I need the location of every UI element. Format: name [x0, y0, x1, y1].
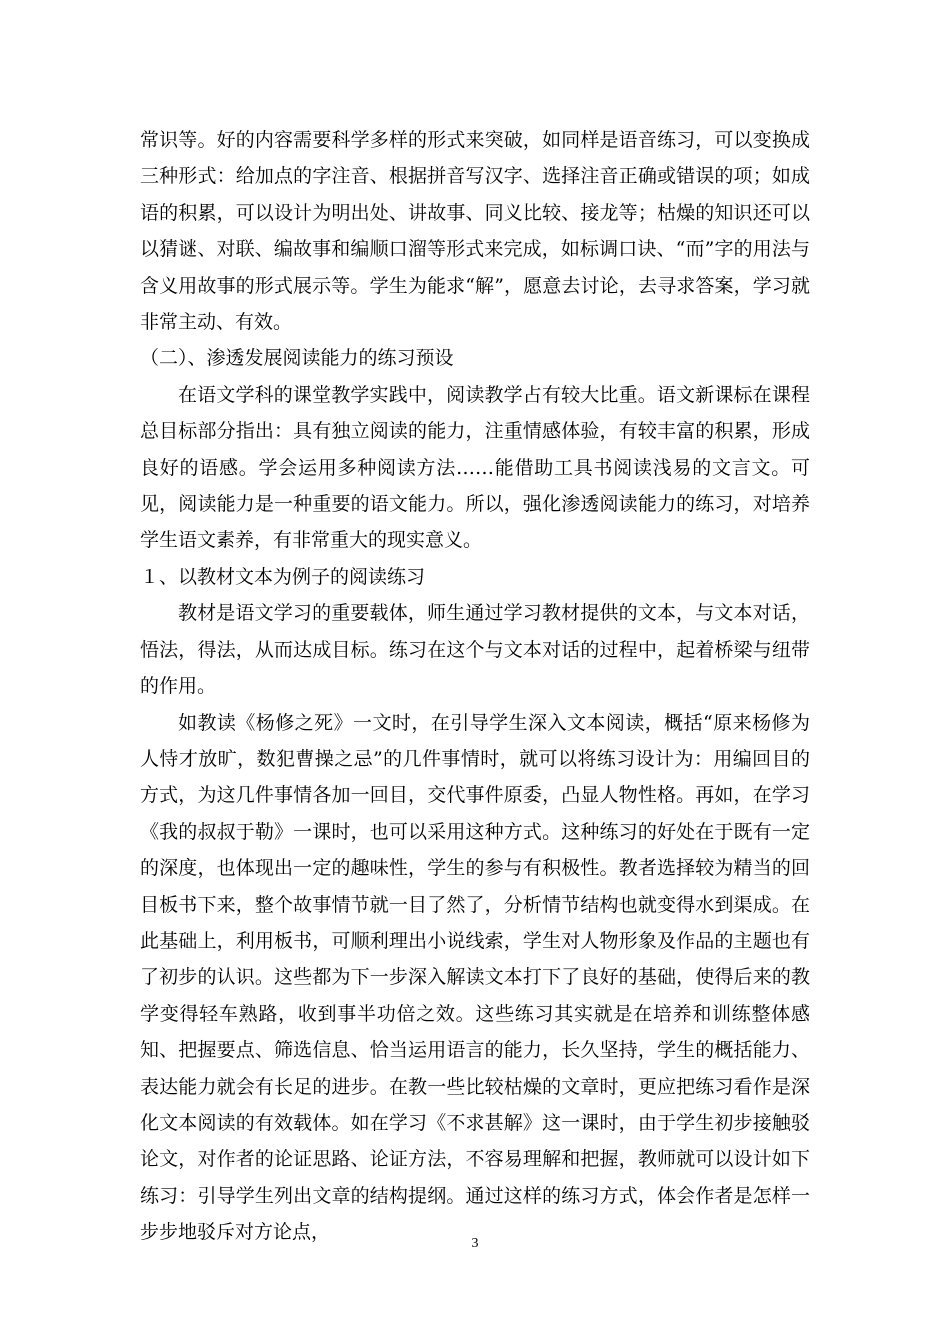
- paragraph: 教材是语文学习的重要载体，师生通过学习教材提供的文本，与文本对话，悟法，得法，从而达成目标。练习在这个与文本对话的过程中，起着桥梁与纽带的作用。: [140, 602, 810, 698]
- paragraph: 在语文学科的课堂教学实践中，阅读教学占有较大比重。语文新课标在课程总目标部分指出：具有独立阅读的能力，注重情感体验，有较丰富的积累，形成良好的语感。学会运用多种阅读方法……能借助工具书阅读浅易的文言文。可见，阅读能力是一种重要的语文能力。所以，强化渗透阅读能力的练习，对培养学生语文素养，有非常重大的现实意义。: [140, 383, 810, 552]
- paragraph: 如教读《杨修之死》一文时，在引导学生深入文本阅读，概括“原来杨修为人恃才放旷，数犯曹操之忌”的几件事情时，就可以将练习设计为：用编回目的方式，为这几件事情各加一回目，交代事件原委，凸显人物性格。再如，在学习《我的叔叔于勒》一课时，也可以采用这种方式。这种练习的好处在于既有一定的深度，也体现出一定的趣味性，学生的参与有积极性。教者选择较为精当的回目板书下来，整个故事情节就一目了然了，分析情节结构也就变得水到渠成。在此基础上，利用板书，可顺利理出小说线索，学生对人物形象及作品的主题也有了初步的认识。这些都为下一步深入解读文本打下了良好的基础，使得后来的教学变得轻车熟路，收到事半功倍之效。这些练习其实就是在培养和训练整体感知、把握要点、筛选信息、恰当运用语言的能力，长久坚持，学生的概括能力、表达能力就会有长足的进步。在教一些比较枯燥的文章时，更应把练习看作是深化文本阅读的有效载体。如在学习《不求甚解》这一课时，由于学生初步接触驳论文，对作者的论证思路、论证方法，不容易理解和把握，教师就可以设计如下练习：引导学生列出文章的结构提纲。通过这样的练习方式，体会作者是怎样一步步地驳斥对方论点，: [140, 711, 810, 1244]
- page-number: 3: [471, 1236, 479, 1251]
- section-heading: （二）、渗透发展阅读能力的练习预设: [140, 347, 454, 370]
- subsection-heading: １、以教材文本为例子的阅读练习: [140, 565, 426, 588]
- paragraph-continuation: 常识等。好的内容需要科学多样的形式来突破，如同样是语音练习，可以变换成三种形式：给加点的字注音、根据拼音写汉字、选择注音正确或错误的项；如成语的积累，可以设计为明出处、讲故事、同义比较、接龙等；枯燥的知识还可以以猜谜、对联、编故事和编顺口溜等形式来完成，如标调口诀、“而”字的用法与含义用故事的形式展示等。学生为能求“解”，愿意去讨论，去寻求答案，学习就非常主动、有效。: [140, 129, 810, 334]
- document-body: [140, 122, 810, 1251]
